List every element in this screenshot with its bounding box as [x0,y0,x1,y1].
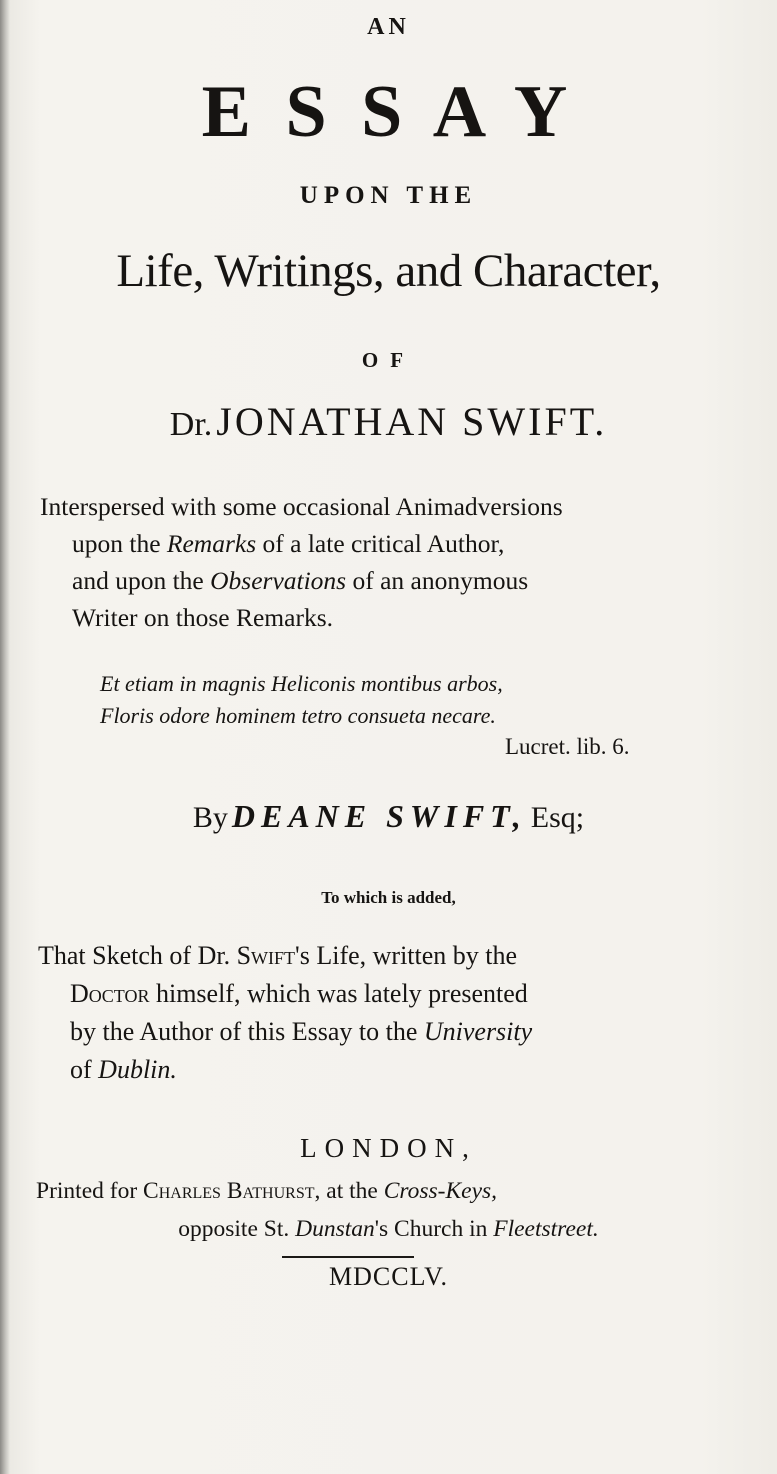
remarks-italic: Remarks [166,529,257,558]
text-run: himself, which was lately presented [149,979,528,1008]
imprint-city: LONDON, [300,1133,477,1163]
heading-essay: E S S A Y [201,71,576,153]
imprint-date: MDCCLV. [329,1262,448,1291]
university-italic: University [423,1017,533,1046]
epigraph-line-1: Et etiam in magnis Heliconis montibus arbos, [100,671,503,696]
dunstan-italic: Dunstan [295,1216,375,1242]
heading-upon-the: UPON THE [299,182,478,209]
fleetstreet-italic: Fleetstreet. [493,1216,599,1242]
heading-an: AN [367,14,410,40]
imprint-line-2 [0,1216,777,1243]
byline [0,798,777,835]
byline-esq: Esq; [530,801,585,834]
text-run: 's Life, written by the [295,941,518,970]
text-run: and upon the [72,566,211,595]
epigraph-line-2: Floris odore hominem tetro consueta necare. [100,703,496,728]
text-run: 's Church in [374,1216,494,1242]
text-run: of [70,1055,99,1084]
heading-author [0,398,777,445]
text-run: , at the [314,1178,384,1204]
cross-keys-italic: Cross-Keys, [383,1178,498,1204]
interspersed-line-3 [72,566,528,596]
added-line-4 [70,1055,177,1085]
imprint-rule [282,1256,414,1258]
heading-subject: Life, Writings, and Character, [116,245,661,297]
byline-name: DEANE SWIFT, [231,798,527,834]
book-gutter-shadow [0,0,10,1474]
epigraph-source: Lucret. lib. 6. [505,734,630,759]
interspersed-line-2 [72,529,504,559]
text-run: upon the [72,529,167,558]
publisher-smallcaps: Charles Bathurst [143,1178,315,1204]
added-line-1 [38,941,517,971]
text-run: of an anonymous [346,566,529,595]
doctor-smallcaps: Doctor [70,979,150,1008]
dublin-italic: Dublin. [98,1055,177,1084]
swift-smallcaps: Swift [236,941,296,970]
text-run: by the Author of this Essay to the [70,1017,424,1046]
text-run: That Sketch of Dr. [38,941,237,970]
added-line-3 [70,1017,532,1047]
text-run: of a late critical Author, [256,529,505,558]
byline-by: By [192,801,228,834]
author-name: JONATHAN SWIFT. [216,399,608,444]
observations-italic: Observations [210,566,347,595]
interspersed-line-4: Writer on those Remarks. [72,603,333,632]
text-run: Printed for [36,1178,144,1204]
author-prefix: Dr. [169,406,213,443]
interspersed-line-1: Interspersed with some occasional Animadversions [40,492,563,521]
imprint-line-1 [36,1178,497,1205]
added-line-2 [70,979,528,1009]
text-run: opposite St. [178,1216,296,1242]
heading-of: OF [361,348,416,372]
added-heading: To which is added, [321,888,456,907]
